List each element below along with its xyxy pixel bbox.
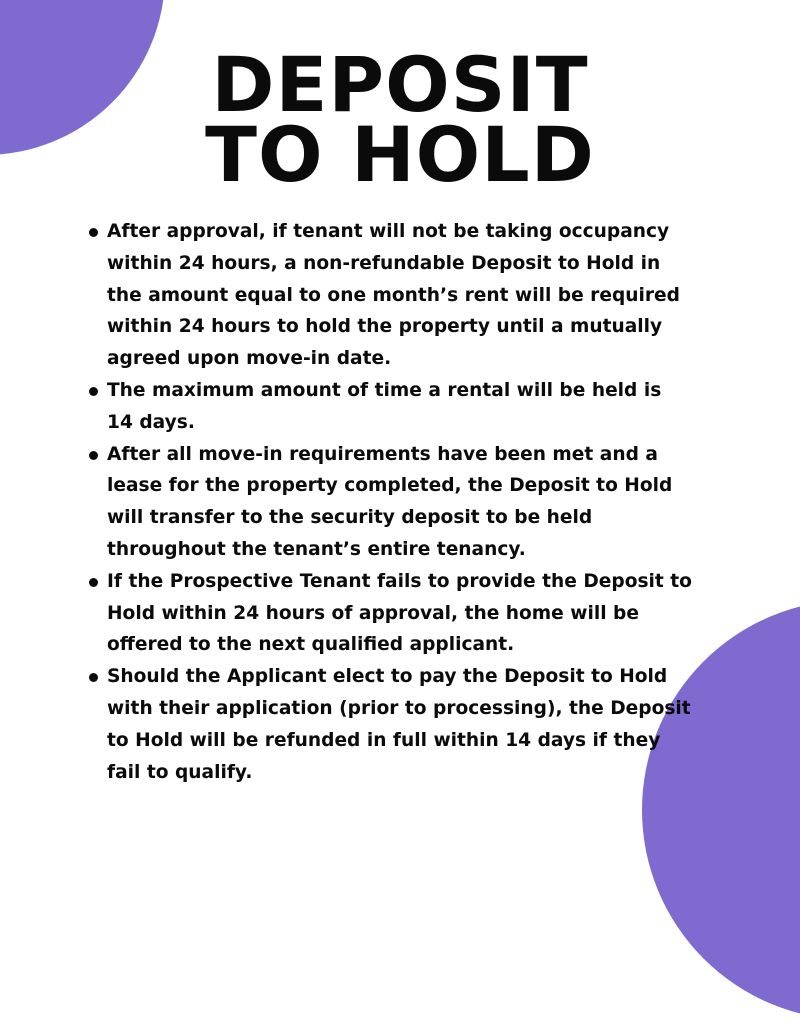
bullet-text-line: lease for the property completed, the Deposit to Hold (107, 475, 673, 497)
bullet-text-line: throughout the tenant’s entire tenancy. (107, 538, 526, 560)
policy-bullet-transfer-to-security-deposit (86, 439, 746, 566)
title-line-2: TO HOLD (205, 110, 595, 199)
bullet-text-line: agreed upon move-in date. (107, 348, 392, 370)
bullet-dot (89, 578, 98, 587)
bullet-text-line: If the Prospective Tenant fails to provide the Deposit to (107, 570, 692, 592)
bullet-text-line: offered to the next qualified applicant. (107, 634, 515, 656)
policy-bullet-refund-with-application (86, 661, 746, 788)
bullet-text-line: to Hold will be refunded in full within 14 days if they (107, 729, 661, 751)
bullet-text-line: After all move-in requirements have been met and a (107, 443, 658, 465)
bullet-dot (89, 673, 98, 682)
bullet-text-line: fail to qualify. (107, 761, 253, 783)
bullet-text-line: the amount equal to one month’s rent will be required (107, 284, 680, 306)
policy-bullet-list (86, 216, 746, 788)
bullet-text-line: with their application (prior to processing), the Deposit (107, 697, 691, 719)
bullet-text-line: After approval, if tenant will not be taking occupancy (107, 221, 670, 242)
title-line-1: DEPOSIT (211, 40, 589, 129)
policy-bullet-approval-deposit (86, 216, 746, 375)
policy-bullet-failure-to-provide (86, 566, 746, 661)
bullet-dot (89, 451, 98, 460)
bullet-dot (89, 387, 98, 396)
bullet-text-line: 14 days. (107, 411, 195, 433)
policy-bullet-max-hold-time (86, 375, 746, 439)
bullet-text-line: will transfer to the security deposit to be held (107, 507, 593, 529)
bullet-dot (89, 228, 98, 237)
bullet-text-line: The maximum amount of time a rental will be held is (107, 379, 662, 401)
bullet-text-line: Hold within 24 hours of approval, the home will be (107, 602, 639, 624)
bullet-text-line: within 24 hours, a non-refundable Deposit to Hold in (107, 252, 661, 274)
bullet-text-line: within 24 hours to hold the property until a mutually (107, 316, 663, 338)
bullet-text-line: Should the Applicant elect to pay the Deposit to Hold (107, 666, 668, 688)
